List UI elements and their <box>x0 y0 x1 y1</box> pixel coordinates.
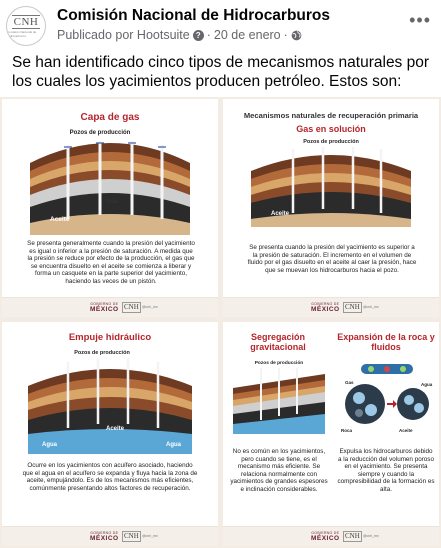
page-name-link[interactable]: Comisión Nacional de Hidrocarburos <box>57 7 331 24</box>
gas-label: Gas <box>106 198 119 205</box>
label-roca: Roca <box>341 428 353 433</box>
label-agua: Agua <box>421 382 433 387</box>
cnh-logo: CNH <box>124 303 139 311</box>
question-circle-icon[interactable]: ? <box>193 30 204 41</box>
gobierno-mexico-logo: GOBIERNO DE MÉXICO <box>310 302 340 313</box>
card-title: Empuje hidráulico <box>68 332 152 343</box>
card-gas-en-solucion[interactable] <box>223 99 439 317</box>
twitter-handle: @cnh_mx <box>142 534 158 538</box>
oil-label: Aceite <box>106 426 125 432</box>
twitter-handle: @cnh_mx <box>363 305 379 309</box>
gobierno-mexico-logo: GOBIERNO DE MÉXICO <box>310 531 340 542</box>
cnh-logo: CNH <box>345 303 360 311</box>
card-description: Ocurre en los yacimientos con acuífero asociado, haciendo que el agua en el acuífero se expanda y fluya hacia la zona de aceite, empujándolo. Es de los mecanismos más eficientes, comúnmente presentando altos factores de recuperación. <box>22 462 198 492</box>
wells-label: Pozos de producción <box>74 350 130 356</box>
segregation-diagram <box>227 358 331 438</box>
cnh-logo: CNH <box>345 532 360 540</box>
gobierno-mexico-logo: GOBIERNO DE MÉXICO <box>89 531 119 542</box>
post-header <box>0 0 441 50</box>
reservoir-diagram <box>223 135 439 235</box>
card-footer <box>2 526 218 546</box>
globe-icon <box>291 30 302 41</box>
card-capa-de-gas[interactable] <box>2 99 218 317</box>
post-date-link[interactable]: 20 de enero <box>213 28 281 42</box>
label-gas: Gas <box>345 380 354 385</box>
publisher-label: Publicado por Hootsuite <box>57 28 190 42</box>
oil-label: Aceite <box>50 216 70 223</box>
card-footer <box>223 526 439 546</box>
gobierno-mexico-logo: GOBIERNO DE MÉXICO <box>89 302 119 313</box>
avatar-logo: CNH <box>13 15 39 28</box>
cnh-logo: CNH <box>124 532 139 540</box>
water-label-right: Agua <box>166 442 181 448</box>
image-grid <box>0 97 441 548</box>
card-title-segregacion: Segregación gravitacional <box>250 332 306 352</box>
twitter-handle: @cnh_mx <box>142 305 158 309</box>
oil-label: Aceite <box>271 211 290 217</box>
card-title-expansion: Expansión de la roca y fluidos <box>337 332 435 352</box>
wells-label: Pozos de producción <box>69 130 131 136</box>
rock-expansion-diagram <box>337 358 437 438</box>
twitter-handle: @cnh_mx <box>363 534 379 538</box>
meta-separator-2: · <box>283 28 288 42</box>
card-header: Mecanismos naturales de recuperación primaria <box>243 111 419 120</box>
reservoir-diagram <box>2 346 218 458</box>
card-segregacion-expansion[interactable] <box>223 322 439 546</box>
card-description-segregacion: No es común en los yacimientos, pero cuando se tiene, es el mecanismo más eficiente. Se relaciona normalmente con yacimientos de grandes espesores e inclinación considerables. <box>230 448 328 493</box>
avatar-subtext: Comisión Nacional de Hidrocarburos <box>7 29 37 38</box>
more-horizontal-icon[interactable]: ••• <box>409 10 431 30</box>
meta-separator: · <box>206 28 211 42</box>
label-aceite: Aceite <box>399 428 413 433</box>
water-label-left: Agua <box>42 442 57 448</box>
card-title: Gas en solución <box>296 124 366 134</box>
card-description: Se presenta generalmente cuando la presión del yacimiento es igual o inferior a la presión de saturación. A medida que la presión se reduce por efecto de la producción, el gas que se encuentra disuelto en el aceite se comienza a liberar y forma un casquete en la parte superior del yacimiento, haciendo las veces de un pistón. <box>27 240 195 285</box>
post-message: Se han identificado cinco tipos de mecanismos naturales por los cuales los yacimientos producen petróleo. Estos son: <box>12 54 430 90</box>
card-description-expansion: Expulsa los hidrocarburos debido a la reducción del volumen poroso en el yacimiento. Se presenta siempre y cuando la compresibilidad de la formación es alta. <box>337 448 435 493</box>
card-footer <box>2 297 218 317</box>
card-description: Se presenta cuando la presión del yacimiento es superior a la presión de saturación. El incremento en el volumen de fluido por el gas disuelto en el aceite al caer la presión, hace que se muevan los hidrocarburos hacia el pozo. <box>247 244 417 274</box>
page-avatar[interactable] <box>6 6 46 46</box>
post-meta <box>57 28 302 42</box>
wells-label: Pozos de producción <box>303 139 359 145</box>
card-empuje-hidraulico[interactable] <box>2 322 218 546</box>
card-footer <box>223 297 439 317</box>
wells-label: Pozos de producción <box>254 361 304 366</box>
reservoir-diagram <box>2 123 218 243</box>
card-title: Capa de gas <box>80 112 140 123</box>
